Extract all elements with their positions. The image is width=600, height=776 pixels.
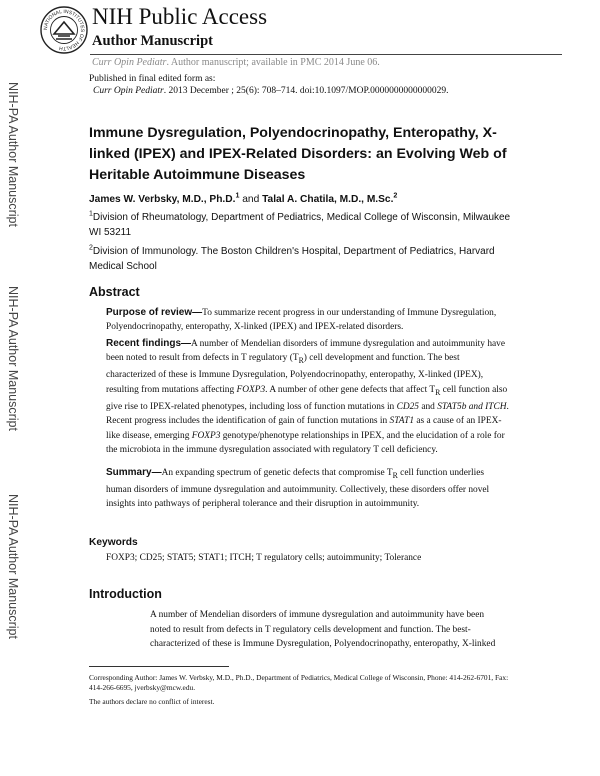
abstract-heading: Abstract	[89, 285, 140, 299]
findings-text: cell function also give rise to IPEX-related phenotypes, including loss of function mutations in	[106, 384, 508, 412]
summary-text: cell function underlies human disorders of immune dysregulation and autoimmunity. Collectively, these disorders offer novel insights into pathways of peripheral tolerance and their disruption in autoimmunity.	[106, 468, 490, 510]
gene-name: STAT1	[389, 416, 415, 427]
side-watermark-text: NIH-PA Author Manuscript	[6, 286, 20, 431]
affiliation-1-sup: 1	[89, 210, 93, 218]
footnote-divider	[89, 666, 229, 667]
side-watermark-2	[6, 286, 28, 476]
header-divider	[90, 54, 562, 55]
author-2-sup: 2	[393, 191, 398, 200]
header-citation	[92, 57, 380, 68]
author-line	[89, 191, 398, 205]
author-1-sup: 1	[235, 191, 240, 200]
published-line: Published in final edited form as:	[89, 74, 216, 84]
subscript-r: R	[392, 470, 398, 480]
findings-label: Recent findings—	[106, 338, 192, 349]
abstract-findings	[106, 337, 511, 457]
gene-name: CD25	[396, 401, 419, 412]
keywords-heading: Keywords	[89, 537, 138, 548]
disclosure-note: The authors declare no conflict of interest.	[89, 697, 215, 706]
author-1: James W. Verbsky, M.D., Ph.D.	[89, 194, 236, 205]
side-watermark-text: NIH-PA Author Manuscript	[6, 82, 20, 227]
affiliation-1-text: Division of Rheumatology, Department of Pediatrics, Medical College of Wisconsin, Milwaukee WI 53211	[89, 212, 511, 238]
findings-text: A number of Mendelian disorders of immune dysregulation and autoimmunity have been noted to result from defects in T regulatory (T	[106, 339, 506, 364]
introduction-text: A number of Mendelian disorders of immune dysregulation and autoimmunity have been noted to result from defects in T regulatory cells development and function. The best-characterized of these is Immune Dysregulation, Polyendocrinopathy, enteropathy, X-linked	[150, 610, 496, 649]
published-citation	[93, 86, 448, 96]
purpose-text: To summarize recent progress in our understanding of Immune Dysregulation, Polyendocrinopathy, enteropathy, X-linked (IPEX) and IPEX-related disorders.	[106, 308, 497, 333]
affiliation-2-text: Division of Immunology. The Boston Children's Hospital, Department of Pediatrics, Harvard Medical School	[89, 246, 495, 272]
svg-text:NATIONAL INSTITUTES OF HEALTH	[43, 9, 85, 51]
corresponding-author-note: Corresponding Author: James W. Verbsky, M.D., Ph.D., Department of Pediatrics, Medical College of Wisconsin, Phone: 414-262-6701, Fax: 414-266-6695, jverbsky@mcw.edu.	[89, 673, 509, 692]
findings-text: and	[418, 401, 438, 412]
affiliation-1	[89, 210, 519, 240]
gene-name: FOXP3	[191, 430, 221, 441]
author-2: Talal A. Chatila, M.D., M.Sc.	[262, 194, 394, 205]
findings-text: . Recent progress includes the identification of gain of function mutations in	[106, 401, 509, 427]
side-watermark-text: NIH-PA Author Manuscript	[6, 494, 20, 639]
findings-text: as a cause of an IPEX-like disease, emerging	[106, 416, 502, 441]
gene-name: FOXP3	[236, 384, 266, 395]
article-title: Immune Dysregulation, Polyendocrinopathy, Enteropathy, X-linked (IPEX) and IPEX-Related Disorders: an Evolving Web of Heritable Autoimmune Diseases	[89, 125, 507, 183]
side-watermark-1	[6, 82, 28, 272]
header-citation-rest: . Author manuscript; available in PMC 2014 June 06.	[166, 57, 380, 68]
subscript-r: R	[435, 387, 441, 397]
introduction-heading: Introduction	[89, 587, 162, 601]
summary-text: An expanding spectrum of genetic defects that compromise T	[161, 468, 393, 478]
side-watermark-3	[6, 494, 28, 684]
nih-seal-icon	[40, 6, 88, 54]
subscript-r: R	[298, 356, 304, 366]
purpose-label: Purpose of review—	[106, 307, 203, 318]
gene-name: STAT5b and ITCH	[437, 401, 507, 412]
summary-label: Summary—	[106, 467, 162, 478]
affiliation-2-sup: 2	[89, 244, 93, 252]
abstract-purpose	[106, 306, 511, 335]
author-and: and	[239, 194, 263, 205]
findings-text: . A number of other gene defects that affect T	[265, 384, 436, 395]
abstract-summary	[106, 466, 511, 512]
seal-text: NATIONAL INSTITUTES OF HEALTH	[42, 8, 86, 52]
keywords-list: FOXP3; CD25; STAT5; STAT1; ITCH; T regulatory cells; autoimmunity; Tolerance	[106, 553, 422, 563]
published-journal: Curr Opin Pediatr	[93, 86, 164, 96]
affiliation-2	[89, 244, 519, 274]
findings-text: ) cell development and function. The best characterized of these is Immune Dysregulation, Polyendocrinopathy, enteropathy, X-linked (IPEX), resulting from mutations affecting	[106, 353, 484, 395]
published-rest: . 2013 December ; 25(6): 708–714. doi:10.1097/MOP.0000000000000029.	[163, 86, 449, 96]
header-citation-journal: Curr Opin Pediatr	[92, 57, 167, 68]
header-title: NIH Public Access	[92, 4, 268, 29]
header-subtitle: Author Manuscript	[92, 33, 213, 49]
findings-text: genotype/phenotype relationships in IPEX, and the elucidation of a role for the microbiota in the immune dysregulation associated with regulatory T cell deficiency.	[106, 430, 505, 455]
